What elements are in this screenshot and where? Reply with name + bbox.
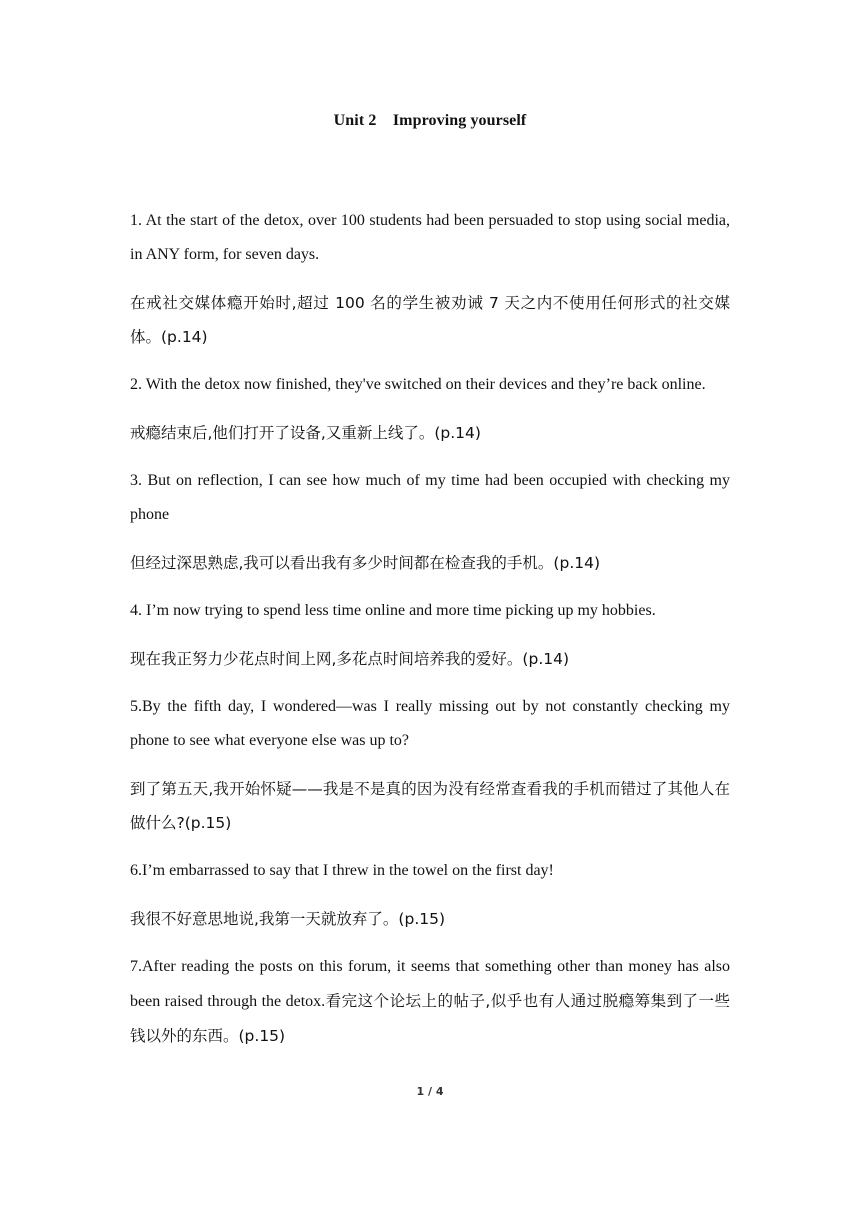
sentence-6-english: 6.I’m embarrassed to say that I threw in the towel on the first day! xyxy=(130,862,554,879)
sentence-2-english: 2. With the detox now finished, they've switched on their devices and they’re back online. xyxy=(130,376,706,393)
sentence-5-english: 5.By the fifth day, I wondered—was I really missing out by not constantly checking my phone to see what everyone else was up to? xyxy=(130,698,730,749)
sentence-7-english: 7.After reading the posts on this forum, it seems that something other than money has also been raised through the detox. xyxy=(130,958,730,1010)
sentence-6-chinese: 我很不好意思地说,我第一天就放弃了。(p.15) xyxy=(130,910,446,928)
sentence-4-chinese: 现在我正努力少花点时间上网,多花点时间培养我的爱好。(p.14) xyxy=(130,650,570,668)
sentence-5-chinese: 到了第五天,我开始怀疑——我是不是真的因为没有经常查看我的手机而错过了其他人在做什么?(p.15) xyxy=(130,780,730,832)
sentence-7-chinese: 看完这个论坛上的帖子,似乎也有人通过脱瘾筹集到了一些钱以外的东西。(p.15) xyxy=(130,992,730,1045)
sentence-7 xyxy=(130,950,730,1054)
sentence-1-english: 1. At the start of the detox, over 100 students had been persuaded to stop using social media, in ANY form, for seven days. xyxy=(130,212,730,263)
page-title: Unit 2 Improving yourself xyxy=(333,112,527,129)
sentence-3-english: 3. But on reflection, I can see how much of my time had been occupied with checking my phone xyxy=(130,472,730,523)
sentence-2-chinese: 戒瘾结束后,他们打开了设备,又重新上线了。(p.14) xyxy=(130,424,481,442)
sentence-list xyxy=(130,204,730,1068)
sentence-4-english: 4. I’m now trying to spend less time online and more time picking up my hobbies. xyxy=(130,602,656,619)
sentence-1-chinese: 在戒社交媒体瘾开始时,超过 100 名的学生被劝诫 7 天之内不使用任何形式的社交媒体。(p.14) xyxy=(130,294,730,346)
page-number: 1 / 4 xyxy=(416,1085,444,1098)
sentence-3-chinese: 但经过深思熟虑,我可以看出我有多少时间都在检查我的手机。(p.14) xyxy=(130,554,601,572)
